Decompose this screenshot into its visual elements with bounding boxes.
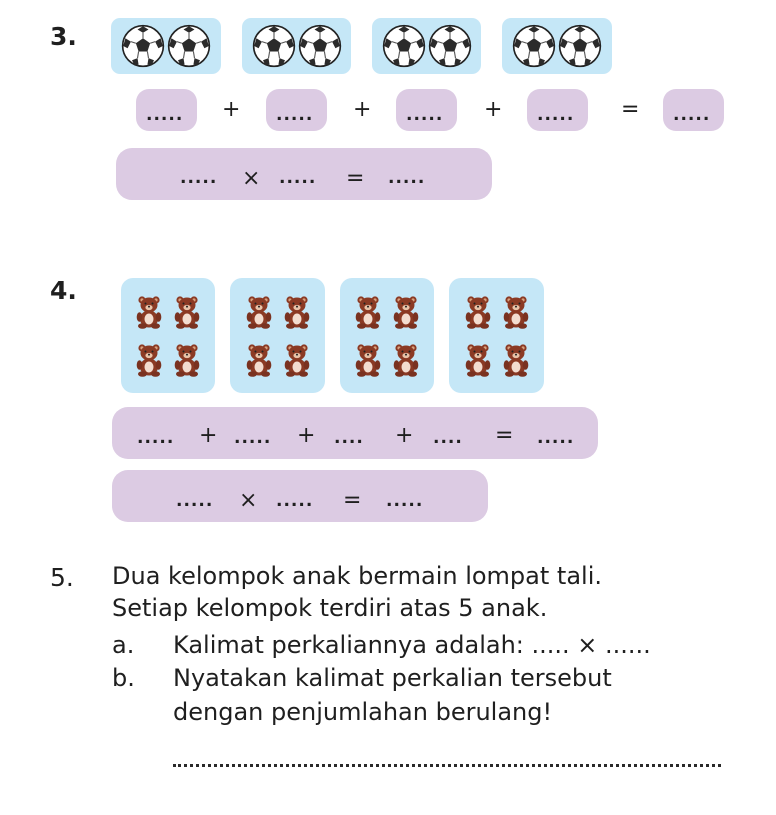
subitem-b-line-2: dengan penjumlahan berulang! [173, 698, 553, 726]
bear-group-2 [230, 278, 325, 393]
p4-equals-sign: = [495, 423, 514, 448]
p4-plus-sign-3: + [395, 423, 414, 448]
problem-5-line-2: Setiap kelompok terdiri atas 5 anak. [112, 594, 548, 622]
ball-group-2 [242, 18, 351, 74]
soccer-ball-icon [298, 24, 342, 68]
problem-4-number: 4. [50, 276, 77, 305]
p4-plus-sign-1: + [199, 423, 218, 448]
teddy-bear-icon [463, 295, 493, 329]
p4-mult-equals-sign: = [343, 488, 362, 513]
p3-mult-equals-sign: = [346, 166, 365, 191]
problem-5-number: 5. [50, 563, 74, 592]
p3-plus-sign-1: + [222, 97, 241, 122]
p3-add-blank-4: ..... [537, 105, 575, 125]
teddy-bear-icon [501, 295, 531, 329]
teddy-bear-icon [134, 295, 164, 329]
bear-group-3 [340, 278, 434, 393]
p4-mult-blank-2: ..... [276, 491, 314, 511]
ball-group-4 [502, 18, 612, 74]
subitem-a-label: a. [112, 631, 135, 659]
teddy-bear-icon [391, 295, 421, 329]
p3-mult-blank-2: ..... [279, 168, 317, 188]
soccer-ball-icon [428, 24, 472, 68]
p3-add-blank-3: ..... [406, 105, 444, 125]
teddy-bear-icon [172, 295, 202, 329]
p3-add-blank-1: ..... [146, 105, 184, 125]
bear-group-1 [121, 278, 215, 393]
p4-add-blank-3: .... [334, 428, 364, 448]
p3-times-sign: × [242, 166, 261, 191]
p4-add-blank-2: ..... [234, 428, 272, 448]
p4-times-sign: × [239, 488, 258, 513]
p3-equals-sign: = [621, 97, 640, 122]
soccer-ball-icon [512, 24, 556, 68]
soccer-ball-icon [382, 24, 426, 68]
soccer-ball-icon [121, 24, 165, 68]
teddy-bear-icon [244, 295, 274, 329]
teddy-bear-icon [172, 343, 202, 377]
bear-group-4 [449, 278, 544, 393]
soccer-ball-icon [252, 24, 296, 68]
teddy-bear-icon [353, 295, 383, 329]
p4-add-blank-4: .... [433, 428, 463, 448]
soccer-ball-icon [167, 24, 211, 68]
p3-mult-blank-1: ..... [180, 168, 218, 188]
ball-group-3 [372, 18, 481, 74]
p4-add-blank-1: ..... [137, 428, 175, 448]
subitem-a-text: Kalimat perkaliannya adalah: ..... × ...... [173, 631, 651, 659]
p4-add-result: ..... [537, 428, 575, 448]
teddy-bear-icon [463, 343, 493, 377]
subitem-b-label: b. [112, 664, 135, 692]
problem-3-number: 3. [50, 22, 77, 51]
p3-add-blank-2: ..... [276, 105, 314, 125]
p4-plus-sign-2: + [297, 423, 316, 448]
p3-mult-result: ..... [388, 168, 426, 188]
soccer-ball-icon [558, 24, 602, 68]
teddy-bear-icon [391, 343, 421, 377]
p4-mult-blank-1: ..... [176, 491, 214, 511]
teddy-bear-icon [134, 343, 164, 377]
p3-add-result: ..... [673, 105, 711, 125]
p3-plus-sign-3: + [484, 97, 503, 122]
teddy-bear-icon [282, 295, 312, 329]
ball-group-1 [111, 18, 221, 74]
subitem-b-line-1: Nyatakan kalimat perkalian tersebut [173, 664, 612, 692]
teddy-bear-icon [244, 343, 274, 377]
p4-mult-result: ..... [386, 491, 424, 511]
answer-dotted-line[interactable] [173, 764, 721, 767]
p3-plus-sign-2: + [353, 97, 372, 122]
problem-5-line-1: Dua kelompok anak bermain lompat tali. [112, 562, 602, 590]
teddy-bear-icon [282, 343, 312, 377]
teddy-bear-icon [353, 343, 383, 377]
teddy-bear-icon [501, 343, 531, 377]
